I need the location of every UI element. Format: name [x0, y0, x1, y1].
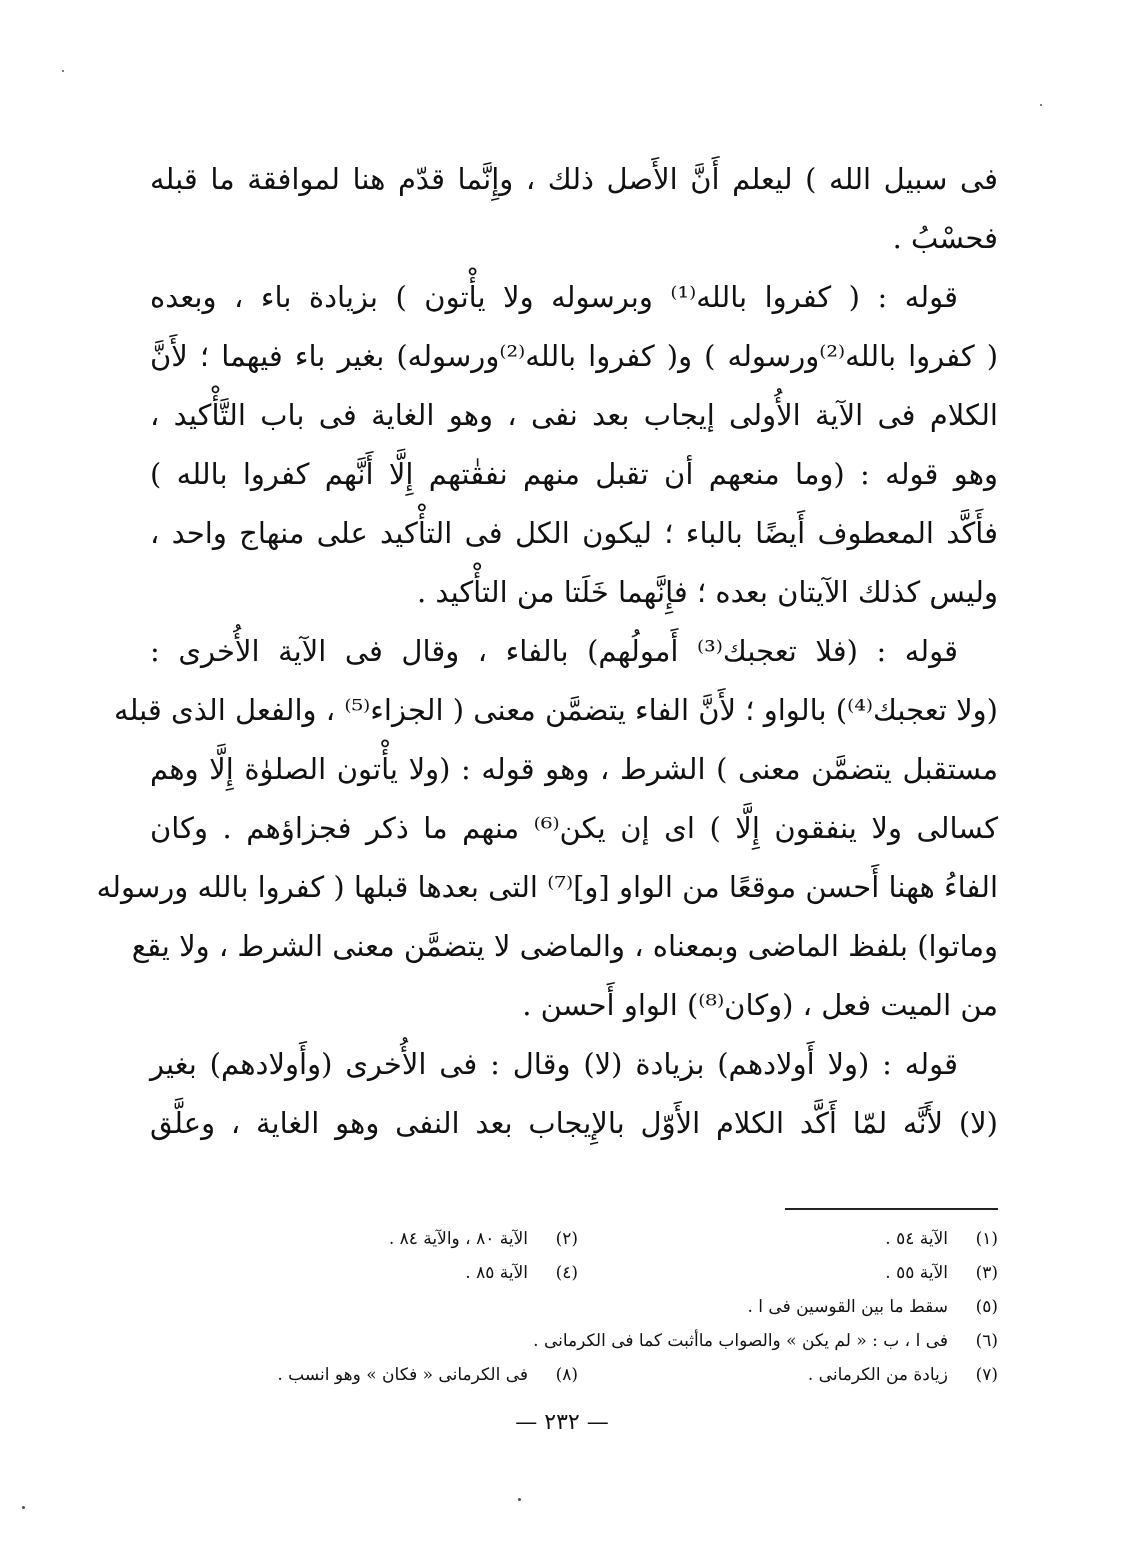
text-line: وهو قوله : (وما منعهم أن تقبل منهم نفقٰتهم إِلَّا أَنَّهم كفروا بالله ): [150, 457, 998, 491]
footnote-row: [150, 1290, 998, 1324]
text-line: كسالى ولا ينفقون إِلَّا ) اى إن يكن⁽⁶⁾ منهم ما ذكر فجزاؤهم . وكان: [150, 811, 999, 845]
footnote-text: الآية ٨٥ .: [465, 1263, 528, 1283]
text-line: (ولا تعجبك⁽⁴⁾) بالواو ؛ لأَنَّ الفاء يتضمَّن معنى ( الجزاء⁽⁵⁾ ، والفعل الذى قبله: [114, 693, 998, 727]
footnote-number: (٦): [975, 1331, 998, 1351]
scan-speck: [518, 1498, 521, 1501]
footnote-row: [150, 1324, 998, 1358]
text-line: قوله : (ولا أَولادهم) بزيادة (لا) وقال : فى الأُخرى (وأَولادهم) بغير: [150, 1047, 958, 1081]
scan-speck: [62, 70, 64, 72]
footnote-row: [150, 1358, 998, 1392]
text-line: الفاءُ ههنا أَحسن موقعًا من الواو [و]⁽⁷⁾ التى بعدها قبلها ( كفروا بالله ورسوله: [96, 870, 998, 904]
footnote-1: [578, 1222, 998, 1256]
footnote-7: [578, 1358, 998, 1392]
page-number: — ٢٣٢ —: [515, 1410, 609, 1435]
footnote-number: (٧): [975, 1365, 998, 1385]
scan-speck: [22, 1506, 25, 1509]
paragraph-4: [150, 1035, 998, 1153]
footnote-text: الآية ٨٠ ، والآية ٨٤ .: [388, 1229, 528, 1249]
footnote-number: (٢): [555, 1229, 578, 1249]
text-line: وليس كذلك الآيتان بعده ؛ فإِنَّهما خَلَتا من التأْكيد .: [416, 575, 998, 609]
footnotes: [150, 1222, 998, 1392]
footnote-row: [150, 1222, 998, 1256]
footnote-3: [578, 1256, 998, 1290]
footnote-number: (٤): [555, 1263, 578, 1283]
footnote-text: فى ا ، ب : « لم يكن » والصواب ماأثبت كما فى الكرمانى .: [533, 1331, 948, 1351]
footnote-4: [158, 1256, 578, 1290]
footnote-text: الآية ٥٤ .: [885, 1229, 948, 1249]
text-line: (لا) لأَنَّه لمّا أَكَّد الكلام الأَوّل بالإِيجاب بعد النفى وهو الغاية ، وعلَّق: [150, 1106, 998, 1140]
text-line: قوله : ( كفروا بالله⁽¹⁾ وبرسوله ولا يأْتون ) بزيادة باء ، وبعده: [150, 280, 958, 314]
text-line: مستقبل يتضمَّن معنى ) الشرط ، وهو قوله : (ولا يأْتون الصلوٰة إِلَّا وهم: [150, 752, 998, 786]
footnote-number: (١): [975, 1229, 998, 1249]
text-line: قوله : (فلا تعجبك⁽³⁾ أَمولُهم) بالفاء ، وقال فى الآية الأُخرى :: [150, 634, 958, 668]
footnote-number: (٥): [975, 1297, 998, 1317]
footnote-row: [150, 1256, 998, 1290]
text-line: فأَكَّد المعطوف أَيضًا بالباء ؛ ليكون الكل فى التأْكيد على منهاج واحد ،: [150, 516, 998, 550]
paragraph-2: [150, 268, 998, 622]
scan-speck: [1040, 104, 1042, 106]
text-line: فى سبيل الله ) ليعلم أَنَّ الأَصل ذلك ، وإِنَّما قدّم هنا لموافقة ما قبله: [150, 162, 998, 196]
footnote-6: [533, 1324, 998, 1358]
paragraph-1: [150, 150, 998, 268]
text-line: الكلام فى الآية الأُولى إيجاب بعد نفى ، وهو الغاية فى باب التَّأْكيد ،: [150, 398, 998, 432]
text-line: من الميت فعل ، (وكان⁽⁸⁾) الواو أَحسن .: [522, 988, 998, 1022]
footnote-5: [747, 1290, 998, 1324]
paragraph-3: [96, 622, 999, 1035]
main-text: [96, 150, 999, 1153]
footnote-number: (٣): [975, 1263, 998, 1283]
text-line: فحسْبُ .: [892, 221, 998, 255]
text-line: وماتوا) بلفظ الماضى وبمعناه ، والماضى لا يتضمَّن معنى الشرط ، ولا يقع: [131, 929, 998, 963]
footnote-text: زيادة من الكرمانى .: [807, 1365, 948, 1385]
footnote-8: [158, 1358, 578, 1392]
footnote-2: [158, 1222, 578, 1256]
footnote-text: فى الكرمانى « فكان » وهو انسب .: [277, 1365, 528, 1385]
footnote-number: (٨): [555, 1365, 578, 1385]
footnote-divider: [785, 1208, 998, 1210]
footnote-text: الآية ٥٥ .: [885, 1263, 948, 1283]
text-line: ( كفروا بالله⁽²⁾ورسوله ) و( كفروا بالله⁽²⁾ورسوله) بغير باء فيهما ؛ لأَنَّ: [150, 339, 999, 373]
footnote-text: سقط ما بين القوسين فى ا .: [747, 1297, 948, 1317]
